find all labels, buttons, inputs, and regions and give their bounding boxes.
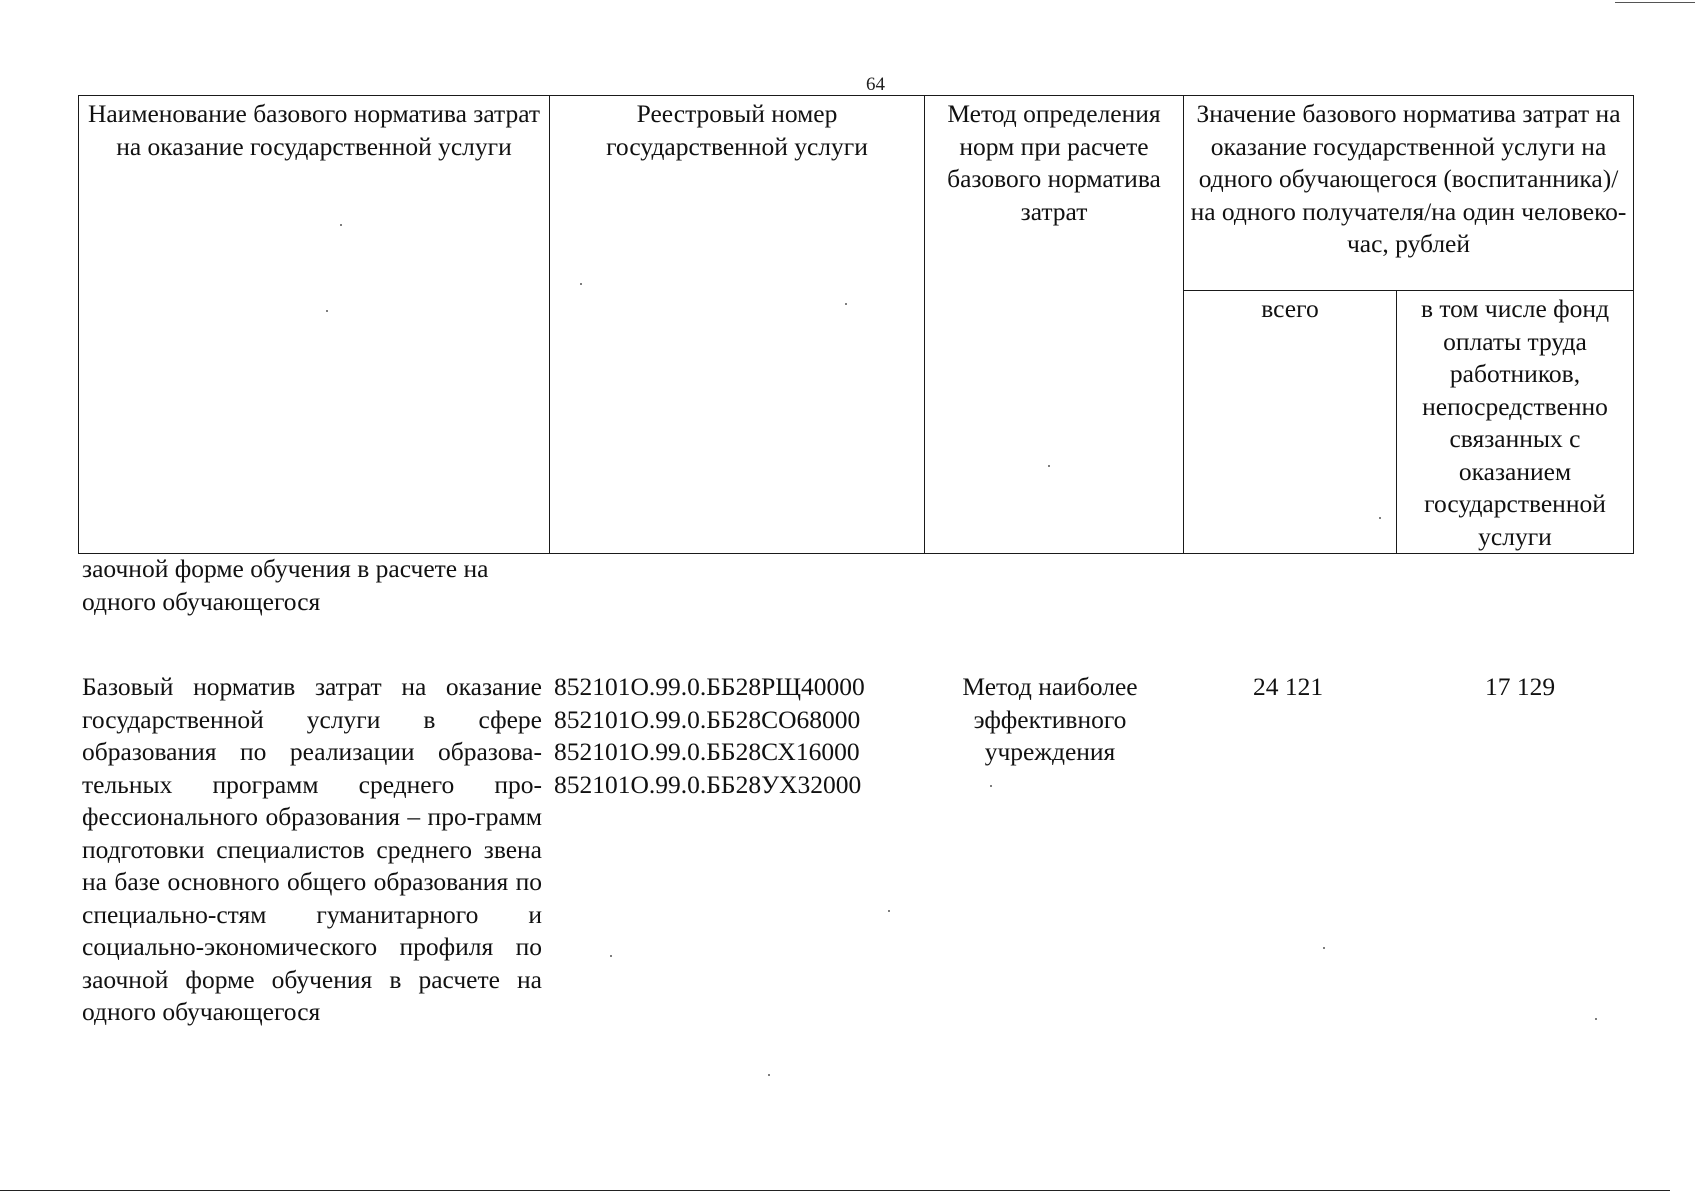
registry-number: 852101О.99.0.ББ28СХ16000 bbox=[554, 737, 860, 766]
scan-speck bbox=[845, 303, 847, 305]
table-header bbox=[78, 95, 1634, 554]
continuation-text: заочной форме обучения в расчете на одного обучающегося bbox=[82, 554, 489, 616]
page-number: 64 bbox=[866, 74, 885, 95]
header-value-cell: Значение базового норматива затрат на оказание государственной услуги на одного обучающегося (воспитанника)/на одного получателя/на один человеко-час, рублей bbox=[1184, 96, 1634, 291]
bottom-rule bbox=[0, 1190, 1670, 1191]
scan-speck bbox=[340, 224, 342, 226]
scan-speck bbox=[1595, 1018, 1597, 1020]
registry-number: 852101О.99.0.ББ28СО68000 bbox=[554, 704, 861, 734]
scan-speck bbox=[580, 283, 582, 285]
scan-speck bbox=[768, 1074, 770, 1076]
header-method-cell: Метод определения норм при расчете базового норматива затрат bbox=[925, 96, 1184, 554]
registry-number: 852101О.99.0.ББ28РЩ40000 bbox=[554, 672, 865, 701]
scan-speck bbox=[1379, 517, 1381, 519]
scan-edge-line bbox=[1615, 2, 1695, 3]
row-method: Метод наиболее эффективного учреждения bbox=[962, 672, 1138, 766]
header-registry-cell: Реестровый номер государственной услуги bbox=[550, 96, 925, 554]
row-name: Базовый норматив затрат на оказание государственной услуги в сфере образования по реализации образова-тельных программ среднего про-фессионального образования – про-грамм подготовки специалистов среднего звена на базе основного общего образования по специально-стям гуманитарного и социально-экономического профиля по заочной форме обучения в расчете на одного обучающегося bbox=[82, 672, 542, 1026]
row-registry-numbers bbox=[554, 671, 924, 801]
row-total: 24 121 bbox=[1252, 672, 1324, 701]
header-fot-cell: в том числе фонд оплаты труда работников, непосредственно связанных с оказанием государственной услуги bbox=[1397, 291, 1634, 554]
header-name-cell: Наименование базового норматива затрат на оказание государственной услуги bbox=[79, 96, 550, 554]
scan-speck bbox=[888, 910, 890, 912]
scan-speck bbox=[1048, 465, 1050, 467]
scan-speck bbox=[326, 310, 328, 312]
registry-number: 852101О.99.0.ББ28УХ32000 bbox=[554, 769, 862, 799]
header-total-cell: всего bbox=[1184, 291, 1397, 554]
scan-speck bbox=[990, 785, 992, 787]
scan-speck bbox=[1323, 947, 1325, 949]
scan-speck bbox=[610, 955, 612, 957]
row-fot: 17 129 bbox=[1484, 672, 1556, 701]
